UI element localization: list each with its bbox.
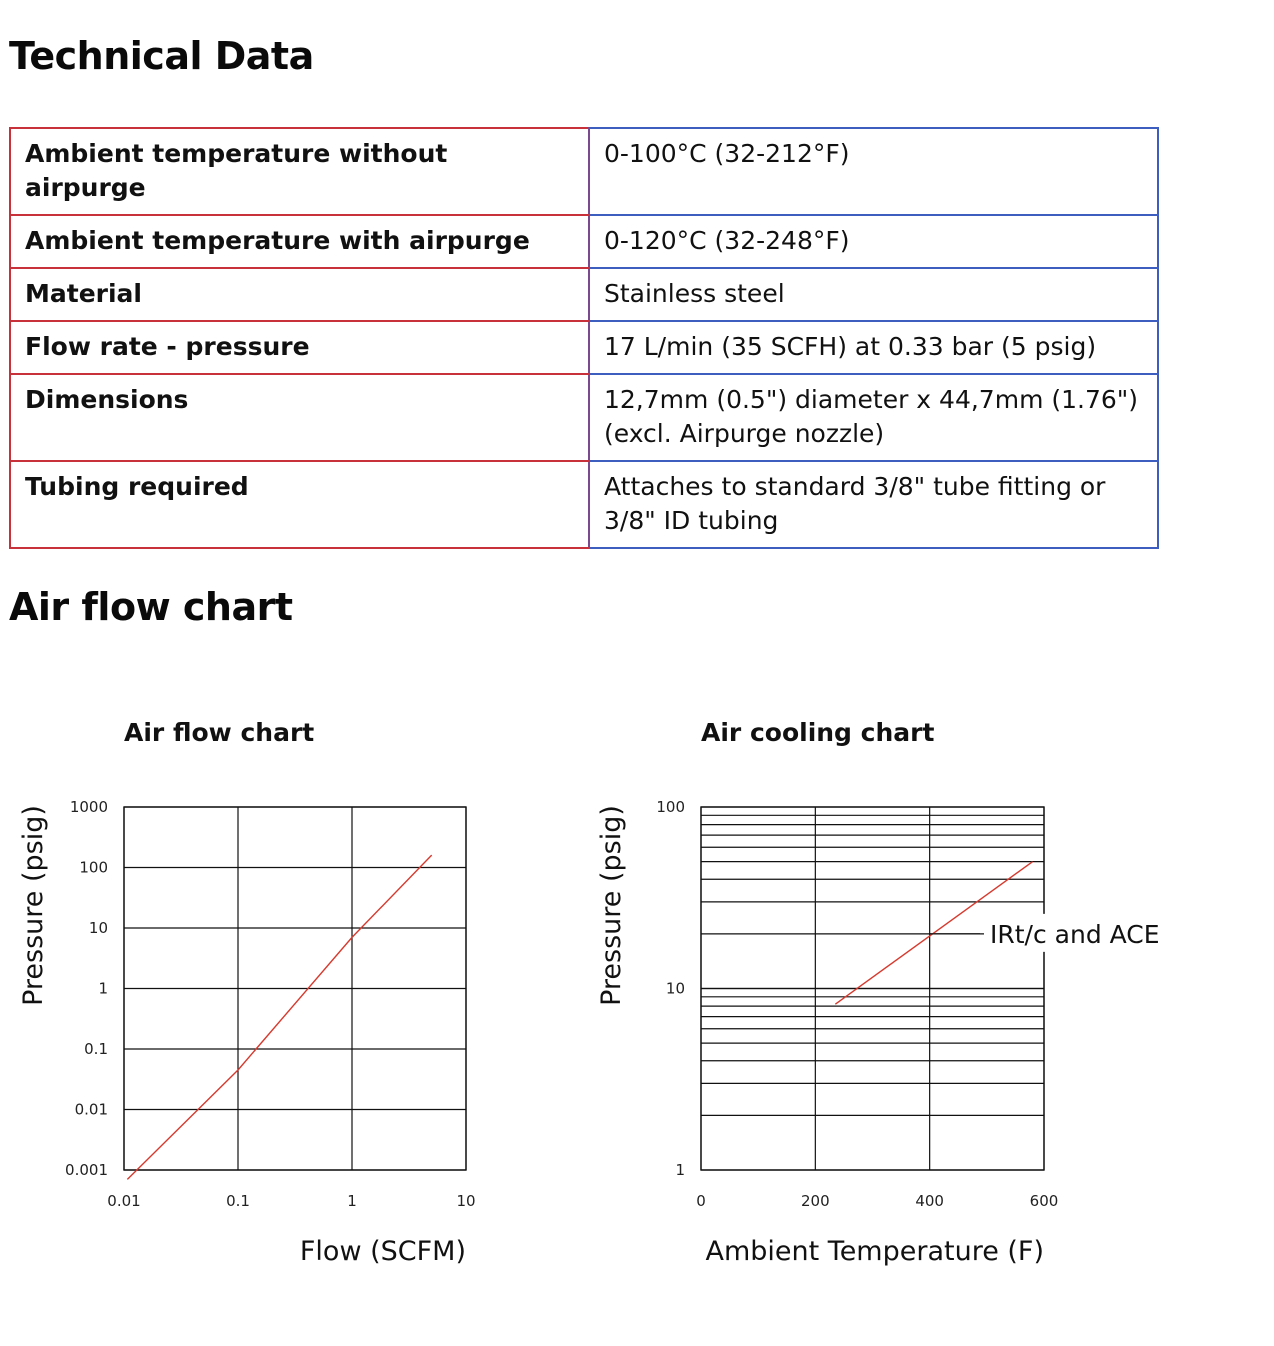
x-axis-title: Flow (SCFM) <box>299 1236 466 1267</box>
x-tick-label: 200 <box>801 1192 830 1210</box>
air-cooling-chart-title: Air cooling chart <box>701 718 935 747</box>
y-tick-label: 0.01 <box>74 1100 108 1119</box>
y-tick-label: 100 <box>79 858 108 877</box>
technical-data-heading: Technical Data <box>9 34 314 78</box>
x-tick-label: 1 <box>347 1192 357 1210</box>
x-tick-label: 0.1 <box>226 1192 250 1210</box>
y-tick-label: 0.001 <box>65 1161 108 1179</box>
spec-value: 0-100°C (32-212°F) <box>589 128 1158 215</box>
spec-value: 12,7mm (0.5") diameter x 44,7mm (1.76") (excl. Airpurge nozzle) <box>589 374 1158 461</box>
x-tick-label: 0.01 <box>107 1192 141 1210</box>
x-axis-title: Ambient Temperature (F) <box>705 1236 1044 1267</box>
spec-label: Material <box>10 268 589 321</box>
y-tick-label: 10 <box>88 919 108 937</box>
y-axis-title: Pressure (psig) <box>18 805 49 1006</box>
y-tick-label: 1000 <box>69 798 108 816</box>
y-axis-title: Pressure (psig) <box>596 805 627 1006</box>
y-tick-label: 1 <box>98 979 108 998</box>
spec-label: Dimensions <box>10 374 589 461</box>
y-tick-label: 100 <box>656 798 685 816</box>
air-flow-chart-title: Air flow chart <box>124 718 315 747</box>
annotation-label: IRt/c and ACE <box>990 919 1160 949</box>
spec-value: Stainless steel <box>589 268 1158 321</box>
spec-label: Flow rate - pressure <box>10 321 589 374</box>
x-tick-label: 10 <box>456 1192 476 1210</box>
x-tick-label: 400 <box>915 1192 944 1210</box>
air-flow-heading: Air flow chart <box>9 585 293 629</box>
y-tick-label: 0.1 <box>84 1040 108 1058</box>
spec-value: Attaches to standard 3/8" tube fitting or 3/8" ID tubing <box>589 461 1158 548</box>
x-tick-label: 0 <box>696 1192 706 1210</box>
spec-value: 0-120°C (32-248°F) <box>589 215 1158 268</box>
y-tick-label: 1 <box>675 1161 685 1179</box>
spec-label: Tubing required <box>10 461 589 548</box>
spec-value: 17 L/min (35 SCFH) at 0.33 bar (5 psig) <box>589 321 1158 374</box>
x-tick-label: 600 <box>1029 1192 1059 1210</box>
spec-label: Ambient temperature without airpurge <box>10 128 589 215</box>
spec-label: Ambient temperature with airpurge <box>10 215 589 268</box>
y-tick-label: 10 <box>665 979 685 998</box>
